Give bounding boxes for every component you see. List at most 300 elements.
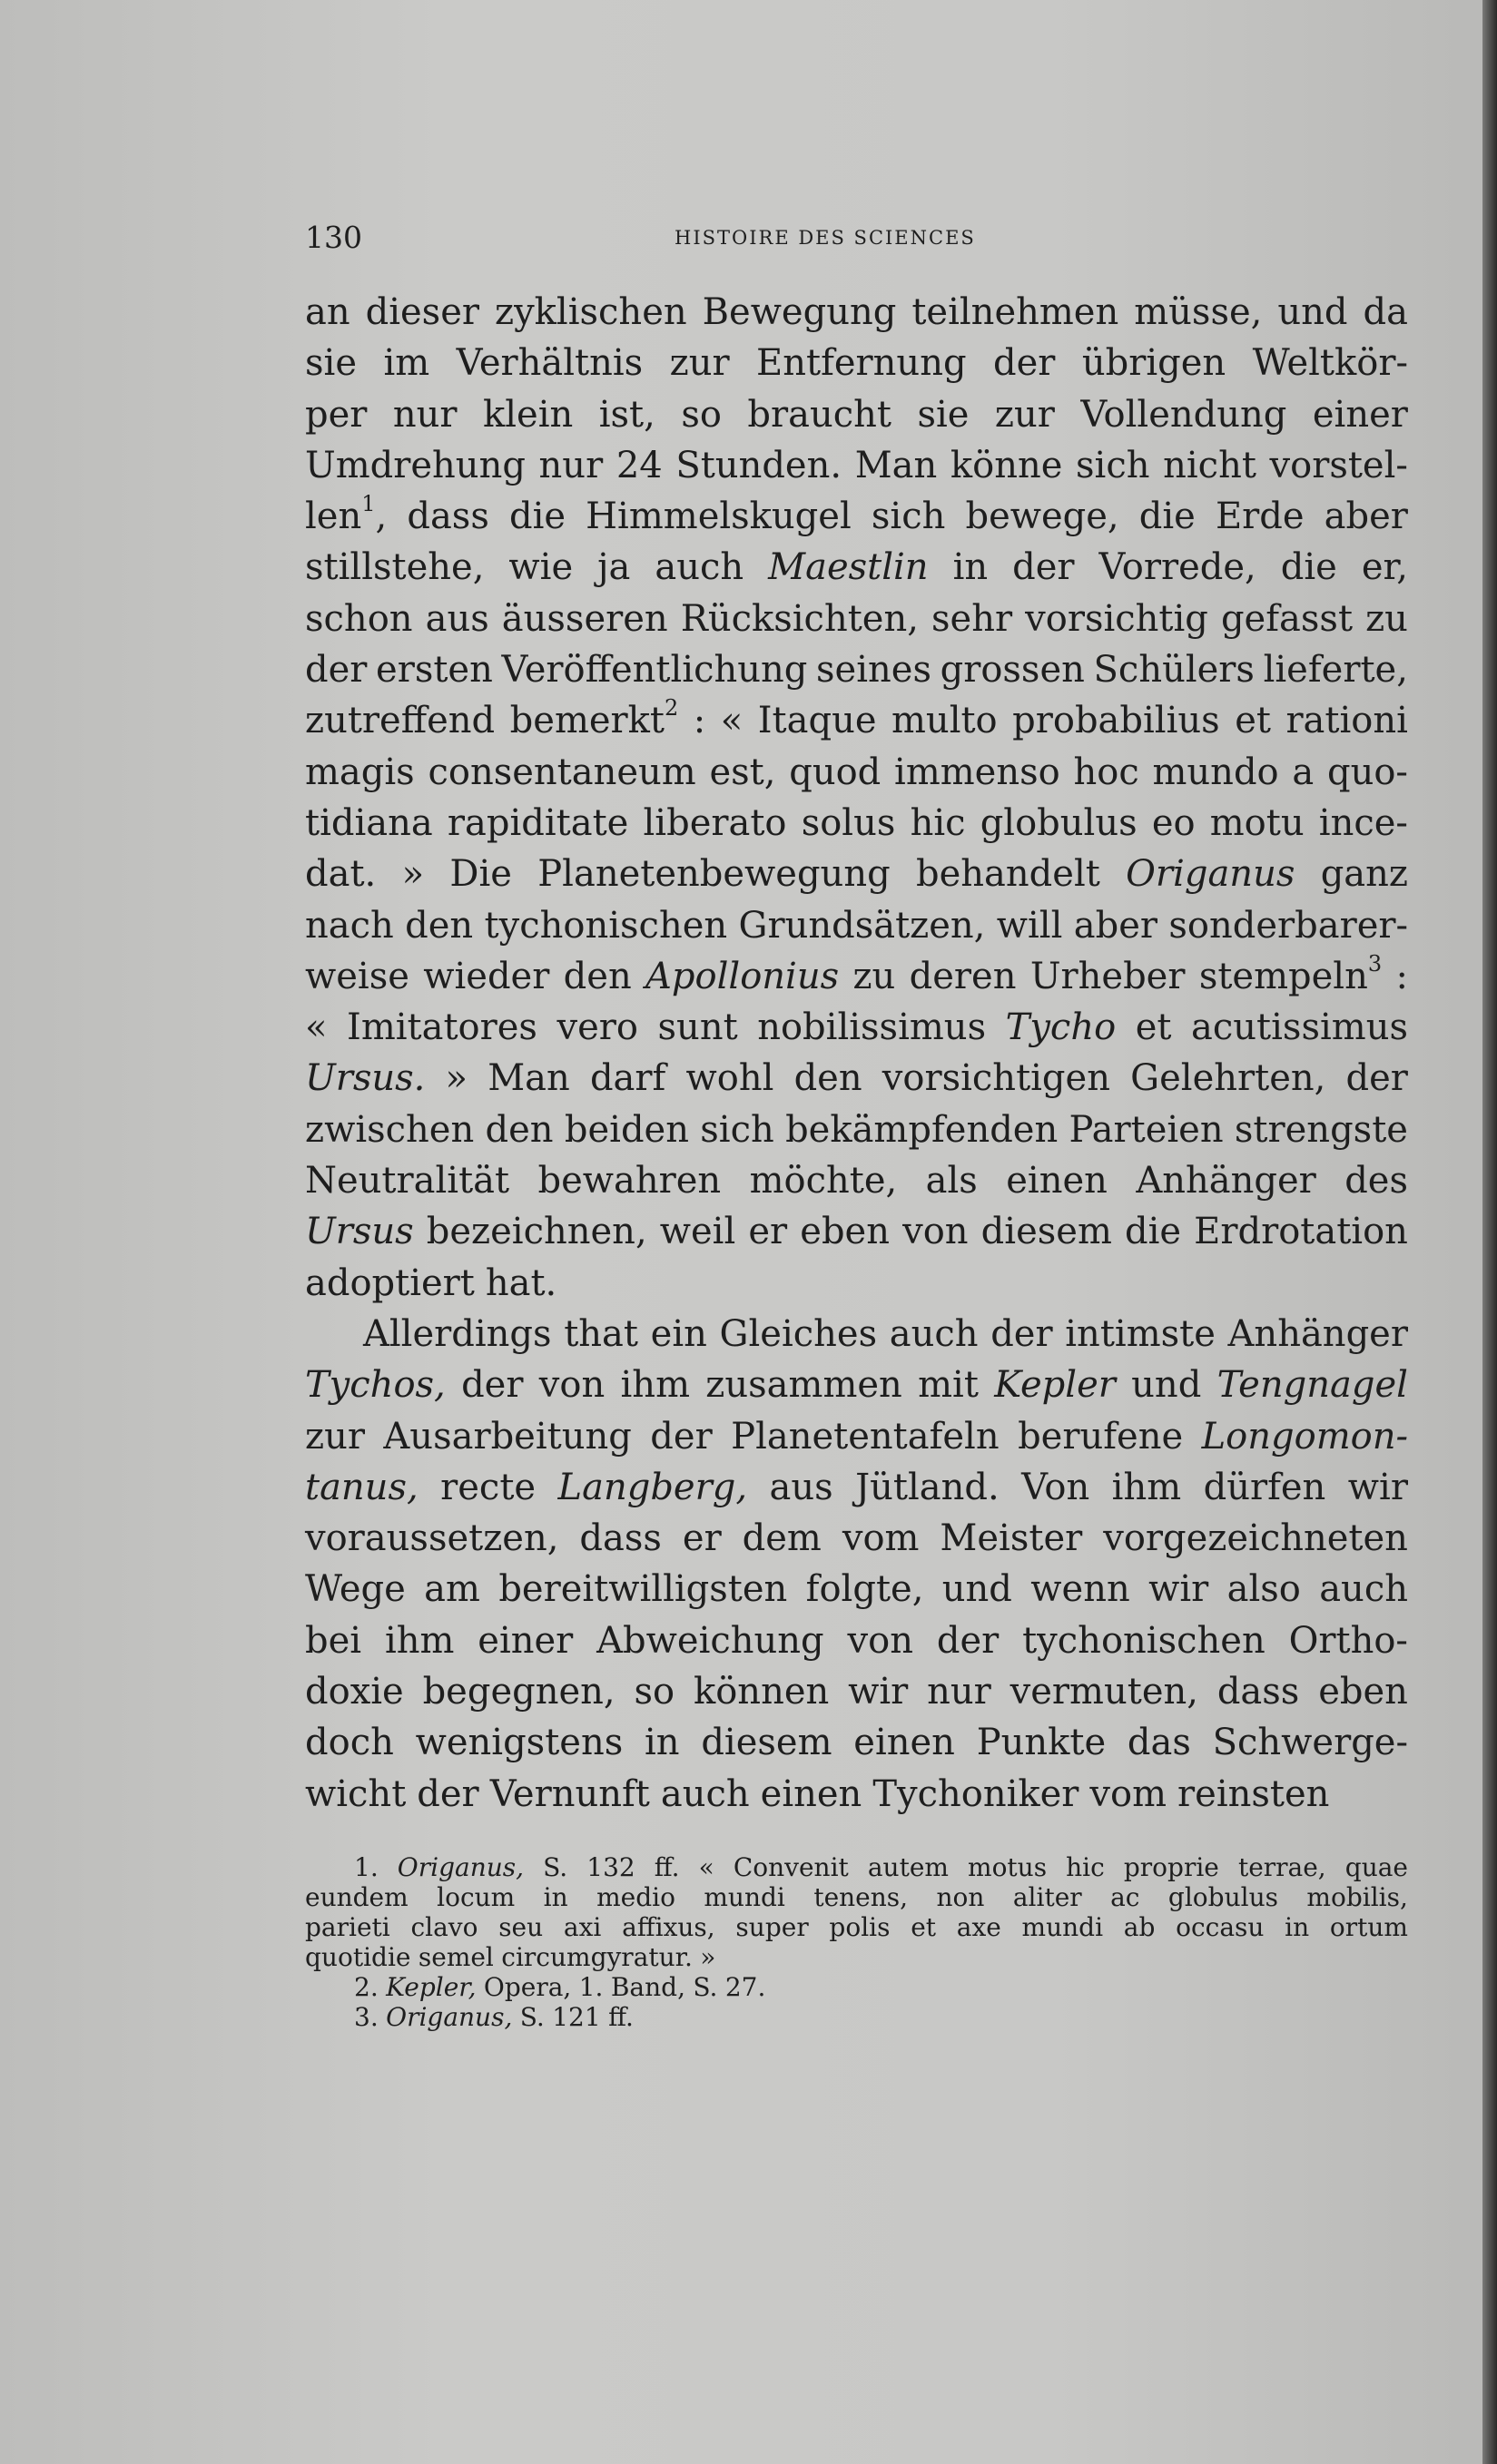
word: recte	[440, 1466, 537, 1508]
word: »	[445, 1057, 468, 1100]
word: diesem	[701, 1722, 832, 1764]
word: dürfen	[1203, 1466, 1326, 1508]
word: motus	[968, 1852, 1048, 1882]
text-line	[305, 798, 1408, 849]
word: axe	[956, 1912, 1001, 1942]
word: grossen	[940, 649, 1085, 692]
word: 2.	[354, 1972, 379, 2002]
word: Himmelskugel	[586, 496, 852, 538]
word: tychonischen	[1022, 1619, 1266, 1662]
word: nicht	[1163, 444, 1256, 486]
word: möchte,	[749, 1160, 898, 1203]
word: schon	[305, 597, 413, 640]
word: bereitwilligsten	[498, 1568, 788, 1611]
word: sie	[917, 393, 970, 436]
word: der	[990, 1312, 1053, 1355]
word: in	[1285, 1912, 1310, 1942]
text-line	[305, 1360, 1408, 1410]
word: einer	[478, 1619, 574, 1662]
word: in	[543, 1882, 568, 1912]
word: hat.	[485, 1261, 557, 1304]
word: braucht	[747, 393, 891, 436]
word: tychonischen	[484, 904, 728, 947]
word: immenso	[894, 751, 1060, 793]
word: die	[1124, 1211, 1182, 1253]
word: den	[793, 1057, 862, 1100]
word: bekämpfenden	[785, 1108, 1059, 1151]
word: magis	[305, 751, 415, 793]
word: zusammen	[705, 1364, 902, 1407]
text-line	[305, 1717, 1408, 1768]
word: Allerdings	[363, 1312, 552, 1355]
word: zu	[1365, 597, 1408, 640]
word: auch	[889, 1312, 979, 1355]
word: dem	[742, 1517, 822, 1560]
word: ja	[597, 546, 631, 589]
word: dass	[407, 496, 489, 538]
word: stillstehe,	[305, 546, 485, 589]
word: Die	[449, 853, 512, 896]
word: an	[305, 291, 350, 333]
word: quotidie	[305, 1942, 411, 1972]
word: Meister	[940, 1517, 1083, 1560]
word: der	[936, 1619, 1000, 1662]
running-head: HISTOIRE DES SCIENCES	[675, 227, 976, 249]
footnotes	[305, 1852, 1408, 2032]
word: seu	[498, 1912, 544, 1942]
word: der	[417, 1772, 479, 1815]
word: bezeichnen,	[426, 1211, 647, 1253]
word: ince-	[1318, 801, 1408, 844]
word: ortum	[1329, 1912, 1408, 1942]
word: äusseren	[501, 597, 668, 640]
word: weil	[659, 1211, 736, 1253]
word: 27.	[724, 1972, 766, 2002]
word: parieti	[305, 1912, 390, 1942]
word: könne	[950, 444, 1063, 486]
word: Erde	[1215, 496, 1305, 538]
word: vorsichtigen	[881, 1057, 1110, 1100]
word: aus	[769, 1466, 833, 1508]
word: Itaque	[757, 700, 877, 742]
word: »	[700, 1942, 716, 1972]
word: motu	[1209, 801, 1305, 844]
text-line	[305, 389, 1408, 440]
word: terrae,	[1237, 1852, 1326, 1882]
word: tenens,	[813, 1882, 909, 1912]
word: nur	[538, 444, 604, 486]
word: den	[405, 904, 474, 947]
word: adoptiert	[305, 1261, 475, 1304]
word: der	[650, 1415, 713, 1458]
word: doxie	[305, 1671, 404, 1713]
word: von	[847, 1619, 913, 1662]
word: Langberg,	[557, 1466, 748, 1508]
text-line	[305, 951, 1408, 1002]
word: Band,	[610, 1972, 685, 2002]
word: mundi	[1021, 1912, 1104, 1942]
word: Gelehrten,	[1130, 1057, 1326, 1100]
word: Man	[854, 444, 938, 486]
word: er	[748, 1211, 788, 1253]
word: nur	[392, 393, 458, 436]
text-line	[305, 1462, 1408, 1513]
word: ein	[650, 1312, 707, 1355]
word: 1.	[578, 1972, 604, 2002]
word: seines	[816, 649, 931, 692]
word: medio	[596, 1882, 675, 1912]
word: auch	[655, 546, 744, 589]
word: locum	[437, 1882, 516, 1912]
word: und	[941, 1568, 1012, 1611]
word: probabilius	[1012, 700, 1220, 742]
word: sich	[700, 1108, 774, 1151]
word: wie	[508, 546, 574, 589]
word: ac	[1110, 1882, 1140, 1912]
word: Vollendung	[1080, 393, 1287, 436]
word: len$^1$,	[305, 491, 388, 538]
text-line	[305, 594, 1408, 644]
word: einen	[1006, 1160, 1108, 1203]
text-line	[305, 1852, 1408, 1882]
word: Planetenbewegung	[537, 853, 891, 896]
text-line	[305, 1882, 1408, 1912]
word: polis	[829, 1912, 891, 1942]
word: eo	[1151, 801, 1196, 844]
word: Apollonius	[645, 955, 840, 997]
word: mobilis,	[1306, 1882, 1408, 1912]
text-line	[305, 1411, 1408, 1462]
word: Maestlin	[768, 546, 929, 589]
word: sie	[305, 342, 357, 385]
word: begegnen,	[422, 1671, 616, 1713]
text-line	[305, 338, 1408, 388]
text-line	[305, 849, 1408, 899]
page-header	[305, 220, 1394, 256]
word: der	[1345, 1057, 1408, 1100]
word: die	[508, 496, 566, 538]
word: sich	[1076, 444, 1150, 486]
word: S.	[543, 1852, 568, 1882]
word: multo	[891, 700, 998, 742]
word: auch	[1319, 1568, 1408, 1611]
word: «	[720, 700, 744, 742]
word: Gleiches	[719, 1312, 878, 1355]
word: vorstel-	[1269, 444, 1408, 486]
word: Von	[1021, 1466, 1090, 1508]
word: er	[682, 1517, 722, 1560]
word: auch	[660, 1772, 750, 1815]
word: nur	[927, 1671, 991, 1713]
word: mundi	[704, 1882, 785, 1912]
word: Ursus.	[305, 1057, 426, 1100]
word: deren	[909, 955, 1017, 997]
word: :	[693, 700, 706, 742]
word: und	[1277, 291, 1348, 333]
text-line	[305, 1206, 1408, 1257]
text-line	[305, 287, 1408, 338]
word: 1.	[354, 1852, 379, 1882]
word: mit	[918, 1364, 979, 1407]
word: der	[993, 342, 1056, 385]
word: ist,	[598, 393, 655, 436]
word: clavo	[410, 1912, 478, 1942]
word: ihm	[384, 1619, 455, 1662]
word: hic	[1066, 1852, 1105, 1882]
word: wenigstens	[415, 1722, 624, 1764]
text-line	[305, 1258, 1408, 1309]
word: da	[1363, 291, 1408, 333]
word: sehr	[931, 597, 1013, 640]
word: Man	[488, 1057, 570, 1100]
word: nach	[305, 904, 394, 947]
text-line	[305, 491, 1408, 542]
word: und	[1131, 1364, 1202, 1407]
word: Convenit	[733, 1852, 849, 1882]
word: acutissimus	[1191, 1006, 1408, 1049]
text-line	[305, 695, 1408, 746]
text-line	[305, 1002, 1408, 1053]
word: Anhänger	[1227, 1312, 1408, 1355]
word: vom	[1089, 1772, 1167, 1815]
word: vero	[556, 1006, 638, 1049]
word: diesem	[980, 1211, 1112, 1253]
word: die	[1280, 546, 1337, 589]
word: wir	[1148, 1568, 1209, 1611]
word: die	[1138, 496, 1196, 538]
text-line	[305, 1972, 1408, 2002]
word: am	[424, 1568, 480, 1611]
word: aliter	[1012, 1882, 1082, 1912]
word: autem	[867, 1852, 949, 1882]
word: zur	[994, 393, 1055, 436]
word: liberato	[643, 801, 787, 844]
word: non	[936, 1882, 985, 1912]
word: so	[681, 393, 722, 436]
word: Veröffentlichung	[501, 649, 808, 692]
word: strengste	[1234, 1108, 1408, 1151]
word: et	[911, 1912, 937, 1942]
word: aber	[1073, 904, 1157, 947]
word: ff.	[654, 1852, 680, 1882]
word: 121	[552, 2002, 601, 2032]
word: Verhältnis	[456, 342, 644, 385]
word: affixus,	[622, 1912, 715, 1942]
text-line	[305, 1942, 1408, 1972]
word: that	[564, 1312, 638, 1355]
word: »	[401, 853, 425, 896]
word: Abweichung	[596, 1619, 824, 1662]
word: ganz	[1320, 853, 1408, 896]
word: zyklischen	[495, 291, 687, 333]
word: Kepler,	[386, 1972, 477, 2002]
word: Vorrede,	[1098, 546, 1256, 589]
word: circumgyratur.	[501, 1942, 693, 1972]
word: wohl	[685, 1057, 774, 1100]
word: Tycho	[1005, 1006, 1117, 1049]
word: sich	[871, 496, 946, 538]
word: Weltkör-	[1252, 342, 1408, 385]
word: einen	[853, 1722, 955, 1764]
word: Jütland.	[855, 1466, 1000, 1508]
word: so	[634, 1671, 675, 1713]
word: wicht	[305, 1772, 407, 1815]
word: teilnehmen	[911, 291, 1119, 333]
text-line	[305, 1309, 1408, 1360]
word: Imitatores	[347, 1006, 537, 1049]
word: Entfernung	[756, 342, 967, 385]
word: Planetentafeln	[731, 1415, 1000, 1458]
word: des	[1344, 1160, 1408, 1203]
word: bewahren	[537, 1160, 722, 1203]
word: Schülers	[1093, 649, 1255, 692]
word: 132	[586, 1852, 635, 1882]
word: ff.	[608, 2002, 634, 2032]
word: Ortho-	[1288, 1619, 1408, 1662]
word: hic	[910, 801, 966, 844]
word: Wege	[305, 1568, 406, 1611]
word: «	[698, 1852, 714, 1882]
word: Punkte	[976, 1722, 1107, 1764]
word: S.	[519, 2002, 545, 2032]
word: per	[305, 393, 368, 436]
word: zutreffend	[305, 700, 496, 742]
word: Origanus	[1126, 853, 1295, 896]
word: Origanus,	[397, 1852, 525, 1882]
word: vorsichtig	[1025, 597, 1208, 640]
word: intimste	[1065, 1312, 1216, 1355]
word: Parteien	[1069, 1108, 1224, 1151]
word: est,	[709, 751, 776, 793]
word: et	[1235, 700, 1271, 742]
word: Tengnagel	[1216, 1364, 1408, 1407]
word: vermuten,	[1009, 1671, 1198, 1713]
word: Opera,	[483, 1972, 572, 2002]
word: zur	[669, 342, 730, 385]
word: vorgezeichneten	[1103, 1517, 1408, 1560]
word: 3.	[354, 2002, 379, 2032]
word: klein	[483, 393, 574, 436]
word: hoc	[1073, 751, 1139, 793]
word: ab	[1123, 1912, 1156, 1942]
word: sonderbarer-	[1168, 904, 1408, 947]
word: occasu	[1176, 1912, 1265, 1942]
word: zwischen	[305, 1108, 475, 1151]
word: will	[996, 904, 1063, 947]
word: Ausarbeitung	[383, 1415, 632, 1458]
text-line	[305, 1155, 1408, 1206]
word: behandelt	[916, 853, 1100, 896]
word: darf	[589, 1057, 666, 1100]
word: im	[383, 342, 430, 385]
text-line	[305, 1769, 1408, 1820]
word: axi	[563, 1912, 602, 1942]
word: Rücksichten,	[680, 597, 919, 640]
word: S.	[693, 1972, 718, 2002]
word: quae	[1344, 1852, 1408, 1882]
page-edge-shadow	[1482, 0, 1497, 2464]
word: Urheber	[1029, 955, 1186, 997]
word: Stunden.	[675, 444, 842, 486]
word: dieser	[365, 291, 479, 333]
word: beiden	[564, 1108, 689, 1151]
word: Erdrotation	[1194, 1211, 1408, 1253]
word: stempeln$^3$	[1198, 950, 1383, 997]
word: wenn	[1030, 1568, 1130, 1611]
word: in	[645, 1722, 680, 1764]
word: ihm	[620, 1364, 690, 1407]
word: Origanus,	[386, 2002, 513, 2032]
word: Schwerge-	[1212, 1722, 1408, 1764]
word: proprie	[1123, 1852, 1219, 1882]
word: rapiditate	[447, 801, 629, 844]
word: bewege,	[965, 496, 1119, 538]
word: wieder	[423, 955, 550, 997]
word: übrigen	[1081, 342, 1226, 385]
word: eben	[1318, 1671, 1408, 1713]
word: dat.	[305, 853, 377, 896]
word: sunt	[657, 1006, 738, 1049]
word: Kepler	[994, 1364, 1116, 1407]
word: Tychoniker	[872, 1772, 1079, 1815]
word: folgte,	[805, 1568, 924, 1611]
text-line	[305, 542, 1408, 593]
word: aus	[425, 597, 489, 640]
word: bei	[305, 1619, 362, 1662]
word: eundem	[305, 1882, 409, 1912]
word: einer	[1312, 393, 1408, 436]
word: voraussetzen,	[305, 1517, 559, 1560]
word: nobilissimus	[757, 1006, 987, 1049]
text-line	[305, 2002, 1408, 2032]
text-line	[305, 1564, 1408, 1615]
word: dass	[1216, 1671, 1300, 1713]
text-line	[305, 1053, 1408, 1104]
word: aber	[1324, 496, 1408, 538]
word: Umdrehung	[305, 444, 526, 486]
text-line	[305, 1912, 1408, 1942]
word: können	[693, 1671, 830, 1713]
word: 24	[616, 444, 663, 486]
text-line	[305, 900, 1408, 951]
word: der	[461, 1364, 524, 1407]
word: Longomon-	[1201, 1415, 1408, 1458]
word: Ursus	[305, 1211, 414, 1253]
text-line	[305, 1615, 1408, 1666]
word: einen	[760, 1772, 862, 1815]
word: reinsten	[1177, 1772, 1330, 1815]
word: zur	[305, 1415, 365, 1458]
word: von	[902, 1211, 969, 1253]
word: vom	[842, 1517, 920, 1560]
word: zu	[852, 955, 896, 997]
word: mundo	[1152, 751, 1279, 793]
word: der	[305, 649, 368, 692]
word: berufene	[1018, 1415, 1184, 1458]
text-line	[305, 1104, 1408, 1155]
word: er,	[1361, 546, 1408, 589]
word: globulus	[980, 801, 1138, 844]
word: a	[1292, 751, 1315, 793]
text-line	[305, 1666, 1408, 1717]
text-line	[305, 644, 1408, 695]
word: weise	[305, 955, 409, 997]
word: den	[563, 955, 632, 997]
word: gefasst	[1220, 597, 1354, 640]
word: also	[1226, 1568, 1301, 1611]
word: quo-	[1326, 751, 1408, 793]
word: quod	[789, 751, 881, 793]
